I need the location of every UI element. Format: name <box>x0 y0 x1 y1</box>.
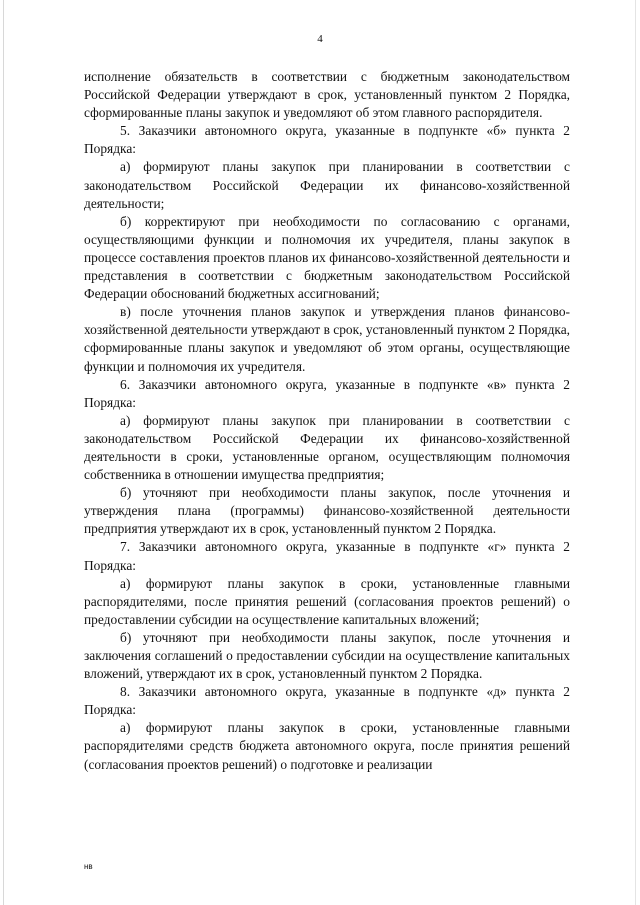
scan-edge-left <box>3 0 4 905</box>
paragraph-item-5b: б) корректируют при необходимости по согласованию с органами, осуществляющими функции и полномочия их учредителя, планы закупок в процессе составления проектов планов их финансово-хозяйственной деятельности и представления в соответствии с бюджетным законодательством Российской Федерации обоснований бюджетных ассигнований; <box>84 213 570 302</box>
paragraph-item-5: 5. Заказчики автономного округа, указанные в подпункте «б» пункта 2 Порядка: <box>84 123 570 157</box>
footer-mark: нв <box>84 862 93 871</box>
paragraph-item-6b: б) уточняют при необходимости планы закупок, после уточнения и утверждения плана (программы) финансово-хозяйственной деятельности предприятия утверждают их в срок, установленный пунктом 2 Порядка. <box>84 485 570 537</box>
paragraph-item-7: 7. Заказчики автономного округа, указанные в подпункте «г» пункта 2 Порядка: <box>84 539 570 573</box>
paragraph-item-8a: а) формируют планы закупок в сроки, установленные главными распорядителями средств бюджета автономного округа, после принятия решений (согласования проектов решений) о подготовке и реализации <box>84 720 570 772</box>
scan-edge-right <box>635 0 636 905</box>
paragraph-item-6: 6. Заказчики автономного округа, указанные в подпункте «в» пункта 2 Порядка: <box>84 376 570 410</box>
paragraph-item-8: 8. Заказчики автономного округа, указанные в подпункте «д» пункта 2 Порядка: <box>84 684 570 718</box>
paragraph-item-5a: а) формируют планы закупок при планировании в соответствии с законодательством Российской Федерации их финансово-хозяйственной деятельности; <box>84 159 570 211</box>
paragraph-item-7b: б) уточняют при необходимости планы закупок, после уточнения и заключения соглашений о предоставлении субсидии на осуществление капитальных вложений, утверждают их в срок, установленный пунктом 2 Порядка. <box>84 629 570 682</box>
document-body <box>84 68 570 774</box>
paragraph-continuation: исполнение обязательств в соответствии с бюджетным законодательством Российской Федерации утверждают в срок, установленный пунктом 2 Порядка, сформированные планы закупок и уведомляют об этом главного распорядителя. <box>84 69 570 121</box>
paragraph-item-7a: а) формируют планы закупок в сроки, установленные главными распорядителями, после принятия решений (согласования проектов решений) о предоставлении субсидии на осуществление капитальных вложений; <box>84 575 570 627</box>
page-number: 4 <box>317 33 323 45</box>
paragraph-item-5v: в) после уточнения планов закупок и утверждения планов финансово-хозяйственной деятельности утверждают в срок, установленный пунктом 2 Порядка, сформированные планы закупок и уведомляют об этом органы, осуществляющие функции и полномочия их учредителя. <box>84 304 570 374</box>
paragraph-item-6a: а) формируют планы закупок при планировании в соответствии с законодательством Российской Федерации их финансово-хозяйственной деятельности в сроки, установленные органом, осуществляющим полномочия собственника в отношении имущества предприятия; <box>84 412 570 483</box>
